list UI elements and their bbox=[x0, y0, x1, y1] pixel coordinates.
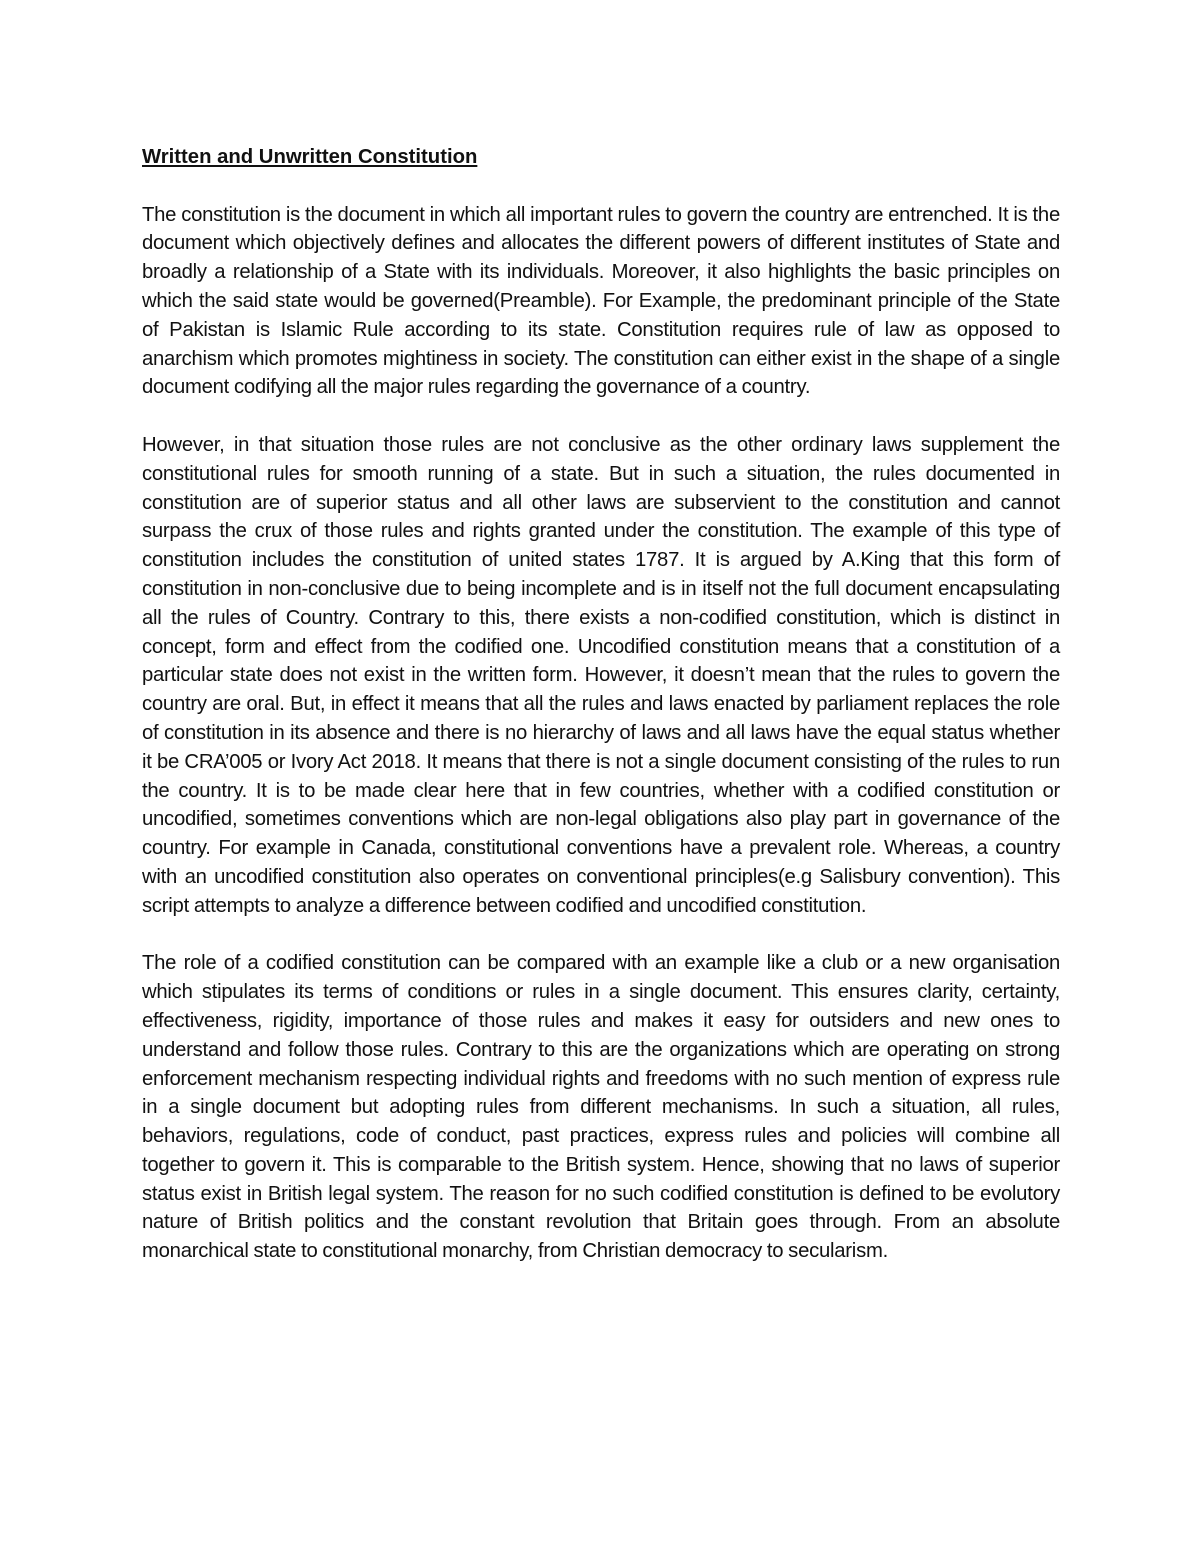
document-title: Written and Unwritten Constitution bbox=[142, 146, 478, 168]
paragraph-intro: The constitution is the document in which all important rules to govern the country are entrenched. It is the document which objectively defines and allocates the different powers of different institutes of State and broadly a relationship of a State with its individuals. Moreover, it also highlights the basic principles on which the said state would be governed(Preamble). For Example, the predominant principle of the State of Pakistan is Islamic Rule according to its state. Constitution requires rule of law as opposed to anarchism which promotes mightiness in society. The constitution can either exist in the shape of a single document codifying all the major rules regarding the governance of a country. bbox=[142, 203, 1060, 399]
document-body bbox=[142, 143, 1060, 1266]
paragraph-codified-vs-uncodified: However, in that situation those rules are not conclusive as the other ordinary laws supplement the constitutional rules for smooth running of a state. But in such a situation, the rules documented in constitution are of superior status and all other laws are subservient to the constitution and cannot surpass the crux of those rules and rights granted under the constitution. The example of this type of constitution includes the constitution of united states 1787. It is argued by A.King that this form of constitution in non-conclusive due to being incomplete and is in itself not the full document encapsulating all the rules of Country. Contrary to this, there exists a non-codified constitution, which is distinct in concept, form and effect from the codified one. Uncodified constitution means that a constitution of a particular state does not exist in the written form. However, it doesn’t mean that the rules to govern the country are oral. But, in effect it means that all the rules and laws enacted by parliament replaces the role of constitution in its absence and there is no hierarchy of laws and all laws have the equal status whether it be CRA’005 or Ivory Act 2018. It means that there is not a single document consisting of the rules to run the country. It is to be made clear here that in few countries, whether with a codified constitution or uncodified, sometimes conventions which are non-legal obligations also play part in governance of the country. For example in Canada, constitutional conventions have a prevalent role. Whereas, a country with an uncodified constitution also operates on conventional principles(e.g Salisbury convention). This script attempts to analyze a difference between codified and uncodified constitution. bbox=[142, 433, 1060, 917]
paragraph-club-example: The role of a codified constitution can be compared with an example like a club or a new organisation which stipulates its terms of conditions or rules in a single document. This ensures clarity, certainty, effectiveness, rigidity, importance of those rules and makes it easy for outsiders and new ones to understand and follow those rules. Contrary to this are the organizations which are operating on strong enforcement mechanism respecting individual rights and freedoms with no such mention of express rule in a single document but adopting rules from different mechanisms. In such a situation, all rules, behaviors, regulations, code of conduct, past practices, express rules and policies will combine all together to govern it. This is comparable to the British system. Hence, showing that no laws of superior status exist in British legal system. The reason for no such codified constitution is defined to be evolutory nature of British politics and the constant revolution that Britain goes through. From an absolute monarchical state to constitutional monarchy, from Christian democracy to secularism. bbox=[142, 952, 1060, 1263]
